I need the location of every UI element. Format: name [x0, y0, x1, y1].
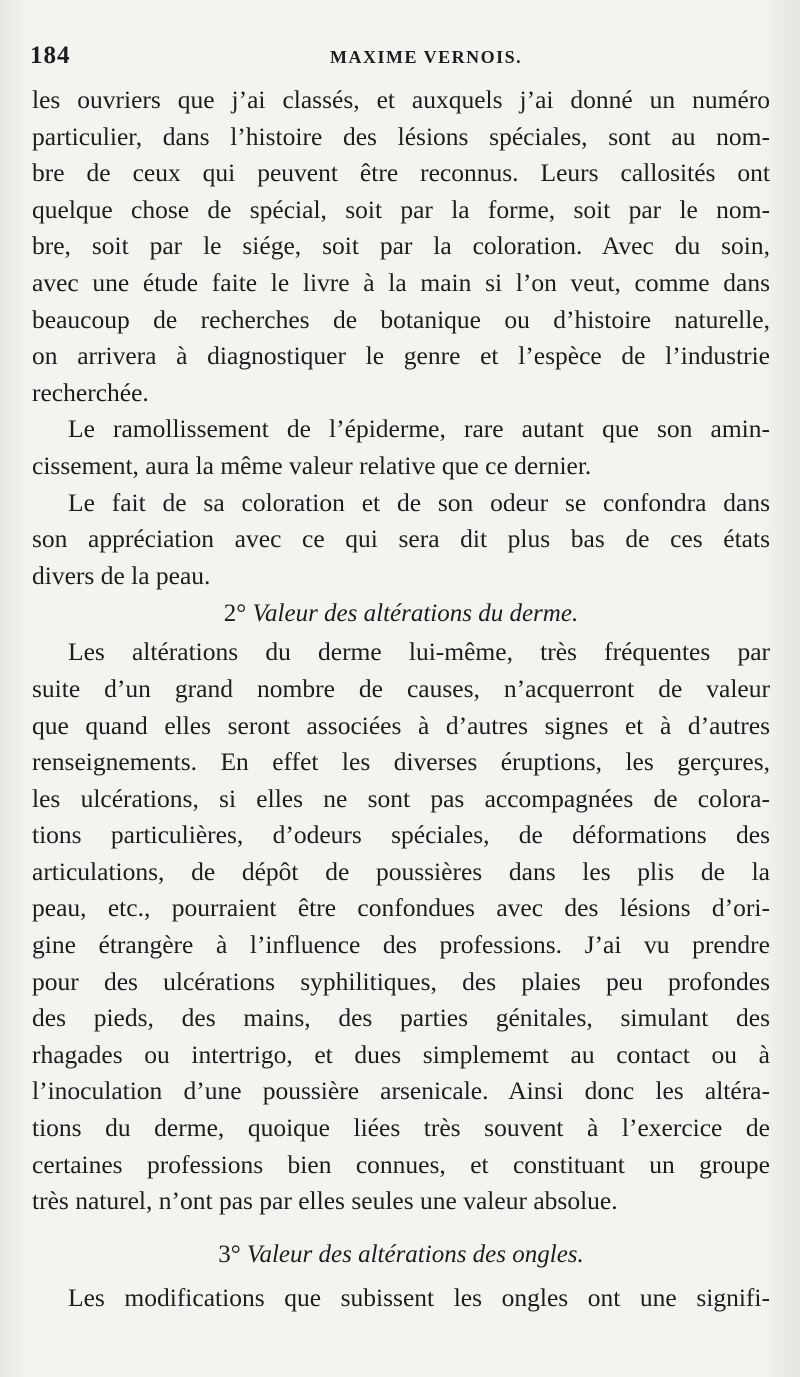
text-line: des pieds, des mains, des parties génitales, simulant des	[32, 1003, 770, 1033]
text-line: les ulcérations, si elles ne sont pas accompagnées de colora-	[32, 783, 770, 813]
text-line: que quand elles seront associées à d’autres signes et à d’autres	[32, 710, 770, 740]
section-number: 2°	[223, 600, 247, 628]
text-line: Les modifications que subissent les ongles ont une signifi-	[68, 1282, 770, 1312]
body-text	[32, 82, 770, 1316]
page-number: 184	[30, 42, 71, 69]
text-line: gine étrangère à l’influence des professions. J’ai vu prendre	[32, 930, 770, 960]
page-header	[30, 42, 550, 72]
text-line: cissement, aura la même valeur relative que ce dernier.	[32, 450, 592, 480]
text-line: Les altérations du derme lui-même, très fréquentes par	[68, 637, 770, 667]
section-title: Valeur des altérations du derme.	[252, 600, 579, 628]
text-line: suite d’un grand nombre de causes, n’acquerront de valeur	[32, 673, 770, 703]
text-line: bre, soit par le siége, soit par la coloration. Avec du soin,	[32, 231, 770, 261]
text-line: pour des ulcérations syphilitiques, des plaies peu profondes	[32, 966, 770, 996]
text-line: beaucoup de recherches de botanique ou d’histoire naturelle,	[32, 304, 770, 334]
text-line: divers de la peau.	[32, 560, 211, 590]
text-line: tions particulières, d’odeurs spéciales, de déformations des	[32, 820, 770, 850]
text-line: Le fait de sa coloration et de son odeur se confondra dans	[68, 487, 770, 517]
text-line: Le ramollissement de l’épiderme, rare autant que son amin-	[68, 414, 770, 444]
text-line: certaines professions bien connues, et constituant un groupe	[32, 1149, 770, 1179]
text-line: particulier, dans l’histoire des lésions spéciales, sont au nom-	[32, 121, 770, 151]
running-title: MAXIME VERNOIS.	[330, 47, 523, 67]
section-title: Valeur des altérations des ongles.	[246, 1240, 584, 1268]
text-line: quelque chose de spécial, soit par la forme, soit par le nom-	[32, 194, 770, 224]
text-line: bre de ceux qui peuvent être reconnus. Leurs callosités ont	[32, 158, 770, 188]
text-line: avec une étude faite le livre à la main si l’on veut, comme dans	[32, 267, 770, 297]
section-number: 3°	[218, 1240, 241, 1268]
section-heading-2	[32, 594, 770, 634]
section-heading-3	[32, 1220, 770, 1280]
text-line: peau, etc., pourraient être confondues avec des lésions d’ori-	[32, 893, 770, 923]
text-line: rhagades ou intertrigo, et dues simplememt au contact ou à	[32, 1039, 770, 1069]
text-line: articulations, de dépôt de poussières dans les plis de la	[32, 856, 770, 886]
text-line: les ouvriers que j’ai classés, et auxquels j’ai donné un numéro	[32, 85, 770, 114]
text-line: on arrivera à diagnostiquer le genre et l’espèce de l’industrie	[32, 341, 770, 371]
text-line: très naturel, n’ont pas par elles seules une valeur absolue.	[32, 1186, 618, 1216]
text-line: renseignements. En effet les diverses éruptions, les gerçures,	[32, 747, 770, 777]
text-line: recherchée.	[32, 377, 149, 407]
text-line: l’inoculation d’une poussière arsenicale. Ainsi donc les altéra-	[32, 1076, 770, 1106]
text-line: son appréciation avec ce qui sera dit plus bas de ces états	[32, 524, 770, 554]
text-line: tions du derme, quoique liées très souvent à l’exercice de	[32, 1113, 770, 1143]
